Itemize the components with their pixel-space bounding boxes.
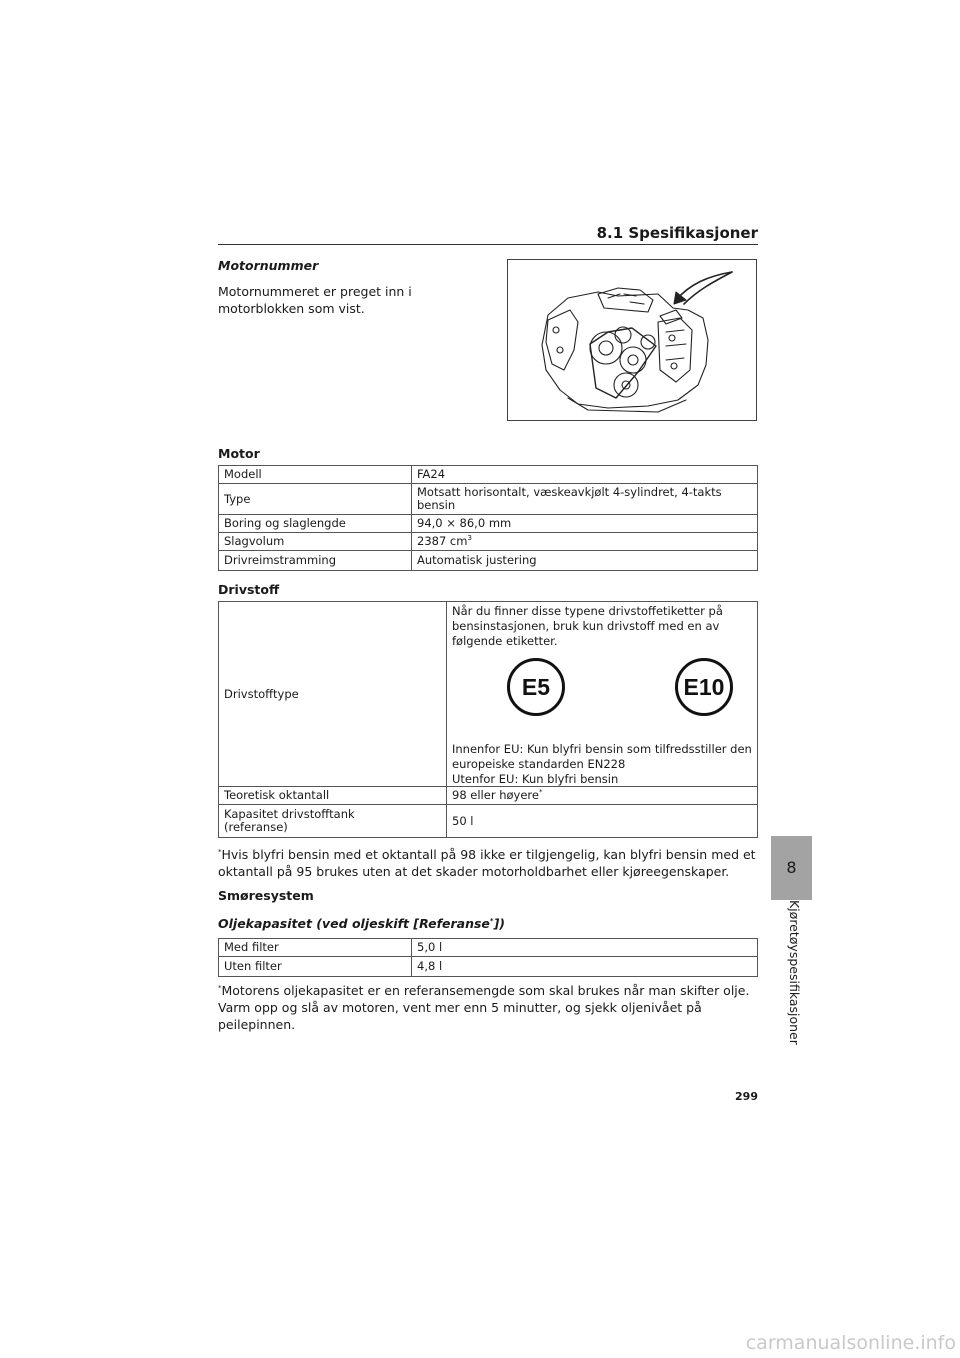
olje-key-med-filter: Med filter <box>219 939 412 957</box>
motor-table <box>218 465 758 571</box>
header-divider <box>218 244 758 245</box>
oljekapasitet-heading-end: ]) <box>493 916 506 931</box>
drivstoff-key-type: Drivstofftype <box>219 602 447 787</box>
drivstoff-footnote <box>218 846 758 880</box>
drivstoff-key-oktan: Teoretisk oktantall <box>219 787 447 805</box>
drivstoff-heading: Drivstoff <box>218 582 280 597</box>
oljekapasitet-heading-mark: * <box>489 916 494 925</box>
motor-val-slagvolum <box>412 533 758 551</box>
fuel-non-eu-text: Utenfor EU: Kun blyfri bensin <box>452 772 619 786</box>
section-title: 8.1 Spesifikasjoner <box>596 224 758 242</box>
chapter-number: 8 <box>786 858 797 877</box>
fuel-standard-text <box>452 742 752 787</box>
table-row <box>219 533 758 551</box>
olje-footnote-text: Motorens oljekapasitet er en referansemengde som skal brukes når man skifter olje. Varm opp og slå av motoren, vent mer enn 5 minutter, og sjekk oljenivået på peilepinnen. <box>218 983 750 1032</box>
octane-value: 98 eller høyere <box>452 788 539 802</box>
drivstoff-footnote-mark: * <box>218 847 222 856</box>
motor-heading: Motor <box>218 446 260 461</box>
engine-drawing <box>508 260 756 420</box>
motor-val-modell: FA24 <box>412 466 758 484</box>
table-row <box>219 939 758 957</box>
olje-val-uten-filter: 4,8 l <box>412 957 758 977</box>
motor-key-boring: Boring og slaglengde <box>219 515 412 533</box>
motor-key-type: Type <box>219 484 412 515</box>
motornummer-heading: Motornummer <box>218 258 319 273</box>
olje-val-med-filter: 5,0 l <box>412 939 758 957</box>
motor-val-boring: 94,0 × 86,0 mm <box>412 515 758 533</box>
oljekapasitet-heading-text: Oljekapasitet (ved oljeskift [Referanse <box>218 916 490 931</box>
drivstoff-footnote-text: Hvis blyfri bensin med et oktantall på 98 ikke er tilgjengelig, kan blyfri bensin med et oktantall på 95 brukes uten at det skader motorholdbarhet eller kjøreegenskaper. <box>218 847 756 879</box>
watermark-text: carmanualsonline.info <box>745 1332 956 1354</box>
fuel-eu-text: Innenfor EU: Kun blyfri bensin som tilfredsstiller den europeiske standarden EN228 <box>452 742 752 771</box>
table-row <box>219 787 758 805</box>
olje-table <box>218 938 758 977</box>
table-row <box>219 957 758 977</box>
drivstoff-val-oktan <box>447 787 758 805</box>
drivstoff-key-tank: Kapasitet drivstofftank (referanse) <box>219 805 447 838</box>
olje-key-uten-filter: Uten filter <box>219 957 412 977</box>
table-row <box>219 484 758 515</box>
oljekapasitet-heading <box>218 916 505 931</box>
motor-val-type: Motsatt horisontalt, væskeavkjølt 4-sylindret, 4-takts bensin <box>412 484 758 515</box>
motornummer-text-line2: motorblokken som vist. <box>218 301 365 316</box>
table-row <box>219 466 758 484</box>
slagvolum-exponent: 3 <box>467 534 472 543</box>
table-row <box>219 602 758 787</box>
motor-key-drivreim: Drivreimstramming <box>219 551 412 571</box>
page-number: 299 <box>735 1090 758 1103</box>
table-row <box>219 551 758 571</box>
smoring-heading: Smøresystem <box>218 888 314 903</box>
motor-val-drivreim: Automatisk justering <box>412 551 758 571</box>
octane-footnote-mark: * <box>538 788 543 797</box>
drivstoff-val-tank: 50 l <box>447 805 758 838</box>
e10-label-icon: E10 <box>675 658 733 716</box>
drivstoff-table <box>218 601 758 838</box>
table-row <box>219 515 758 533</box>
olje-footnote <box>218 982 758 1033</box>
motor-key-modell: Modell <box>219 466 412 484</box>
motornummer-text-line1: Motornummeret er preget inn i <box>218 284 412 299</box>
table-row <box>219 805 758 838</box>
motornummer-text <box>218 283 412 317</box>
slagvolum-value: 2387 cm <box>417 534 468 548</box>
fuel-label-instructions: Når du finner disse typene drivstoffetiketter på bensinstasjonen, bruk kun drivstoff med en av følgende etiketter. <box>452 604 723 648</box>
chapter-label: Kjøretøyspesifikasjoner <box>787 900 802 1045</box>
drivstoff-val-type <box>447 602 758 787</box>
engine-illustration <box>507 259 757 421</box>
e5-label-icon: E5 <box>507 658 565 716</box>
olje-footnote-mark: * <box>218 983 222 992</box>
motor-key-slagvolum: Slagvolum <box>219 533 412 551</box>
